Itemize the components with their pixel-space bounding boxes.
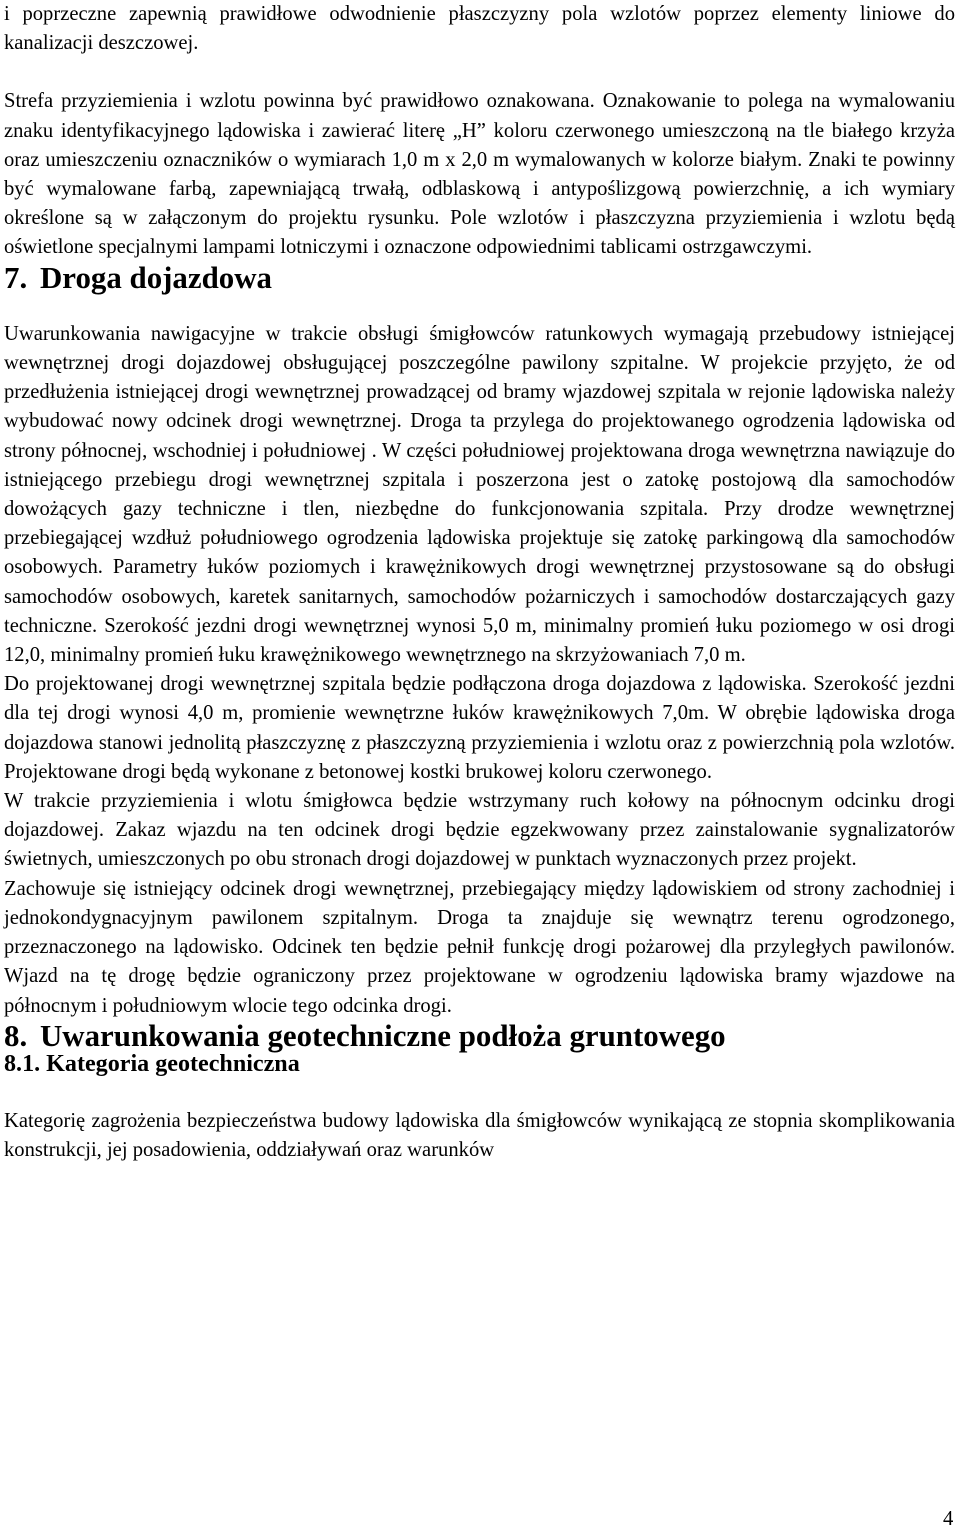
paragraph-connection-road: Do projektowanej drogi wewnętrznej szpitala będzie podłączona droga dojazdowa z lądowiska. Szerokość jezdni dla tej drogi wynosi 4,0 m, promienie wewnętrzne łuków krawężnikowych 7,0m. W obrębie lądowiska droga dojazdowa stanowi jednolitą płaszczyznę z płaszczyzną przyziemienia i wzlotu oraz z powierzchnią pola wzlotów. Projektowane drogi będą wykonane z betonowej kostki brukowej koloru czerwonego. xyxy=(4,673,955,783)
section-number: 7. xyxy=(4,259,28,295)
page-number: 4 xyxy=(943,1508,954,1530)
section-title: Droga dojazdowa xyxy=(40,259,272,295)
section-heading-8 xyxy=(4,1017,955,1053)
section-title: Kategoria geotechniczna xyxy=(46,1050,300,1077)
paragraph-marking: Strefa przyziemienia i wzlotu powinna być prawidłowo oznakowana. Oznakowanie to polega na wymalowaniu znaku identyfikacyjnego lądowiska i zawierać literę „H” koloru czerwonego umieszczoną na tle białego krzyża oraz umieszczeniu oznaczników o wymiarach 1,0 m x 2,0 m wymalowanych w kolorze białym. Znaki te powinny być wymalowane farbą, zapewniającą trwałą, odblaskową i antypoślizgową powierzchnię, a ich wymiary określone są w załączonym do projektu rysunku. Pole wzlotów i płaszczyzna przyziemienia i wzlotu będą oświetlone specjalnymi lampami lotniczymi i oznaczone odpowiednimi tablicami ostrzgawczymi. xyxy=(4,90,955,259)
paragraph-geotechnical-category: Kategorię zagrożenia bezpieczeństwa budowy lądowiska dla śmigłowców wynikającą ze stopnia skomplikowania konstrukcji, jej posadowienia, oddziaływań oraz warunków xyxy=(4,1110,955,1162)
paragraph-access-road: Uwarunkowania nawigacyjne w trakcie obsługi śmigłowców ratunkowych wymagają przebudowy istniejącej wewnętrznej drogi dojazdowej obsługującej poszczególne pawilony szpitalne. W projekcie przyjęto, że od przedłużenia istniejącej drogi wewnętrznej prowadzącej od bramy wjazdowej szpitala w rejonie lądowiska należy wybudować nowy odcinek drogi wewnętrznej. Droga ta przylega do projektowanego ogrodzenia lądowiska od strony północnej, wschodniej i południowej . W części południowej projektowana droga wewnętrzna nawiązuje do istniejącego przebiegu drogi wewnętrznej szpitala i poszerzona jest o zatokę postojową dla samochodów dowożących gazy techniczne i tlen, niezbędne do funkcjonowania szpitala. Przy drodze wewnętrznej przebiegającej wzdłuż południowego ogrodzenia lądowiska projektuje się zatokę parkingową dla samochodów osobowych. Parametry łuków poziomych i krawężnikowych drogi wewnętrznej przystosowane są do obsługi samochodów osobowych, karetek sanitarnych, samochodów pożarniczych i samochodów dostarczających gazy techniczne. Szerokość jezdni drogi wewnętrznej wynosi 5,0 m, minimalny promień łuku poziomego w osi drogi 12,0, minimalny promień łuku krawężnikowego wewnętrznego na skrzyżowaniach 7,0 m. xyxy=(4,322,955,667)
section-number: 8.1. xyxy=(4,1050,41,1077)
paragraph-existing-road: Zachowuje się istniejący odcinek drogi wewnętrznej, przebiegający między lądowiskiem od strony zachodniej i jednokondygnacyjnym pawilonem szpitalnym. Droga ta znajduje się wewnątrz terenu ogrodzonego, przeznaczonego na lądowisko. Odcinek ten będzie pełnił funkcję drogi pożarowej dla przyległych pawilonów. Wjazd na tę drogę będzie ograniczony przez projektowane w ogrodzeniu lądowiska bramy wjazdowe na północnym i południowym wlocie tego odcinka drogi. xyxy=(4,877,955,1017)
section-title: Uwarunkowania geotechniczne podłoża gruntowego xyxy=(40,1017,726,1053)
document-page xyxy=(4,0,955,1166)
section-heading-8-1 xyxy=(4,1050,955,1079)
section-number: 8. xyxy=(4,1017,28,1053)
paragraph-drainage: i poprzeczne zapewnią prawidłowe odwodnienie płaszczyzny pola wzlotów poprzez elementy liniowe do kanalizacji deszczowej. xyxy=(4,3,955,55)
paragraph-traffic-stop: W trakcie przyziemienia i wlotu śmigłowca będzie wstrzymany ruch kołowy na północnym odcinku drogi dojazdowej. Zakaz wjazdu na ten odcinek drogi będzie egzekwowany przez zainstalowanie sygnalizatorów świetnych, umieszczonych po obu stronach drogi dojazdowej w punktach wyznaczonych przez projekt. xyxy=(4,790,955,871)
section-heading-7 xyxy=(4,259,955,295)
